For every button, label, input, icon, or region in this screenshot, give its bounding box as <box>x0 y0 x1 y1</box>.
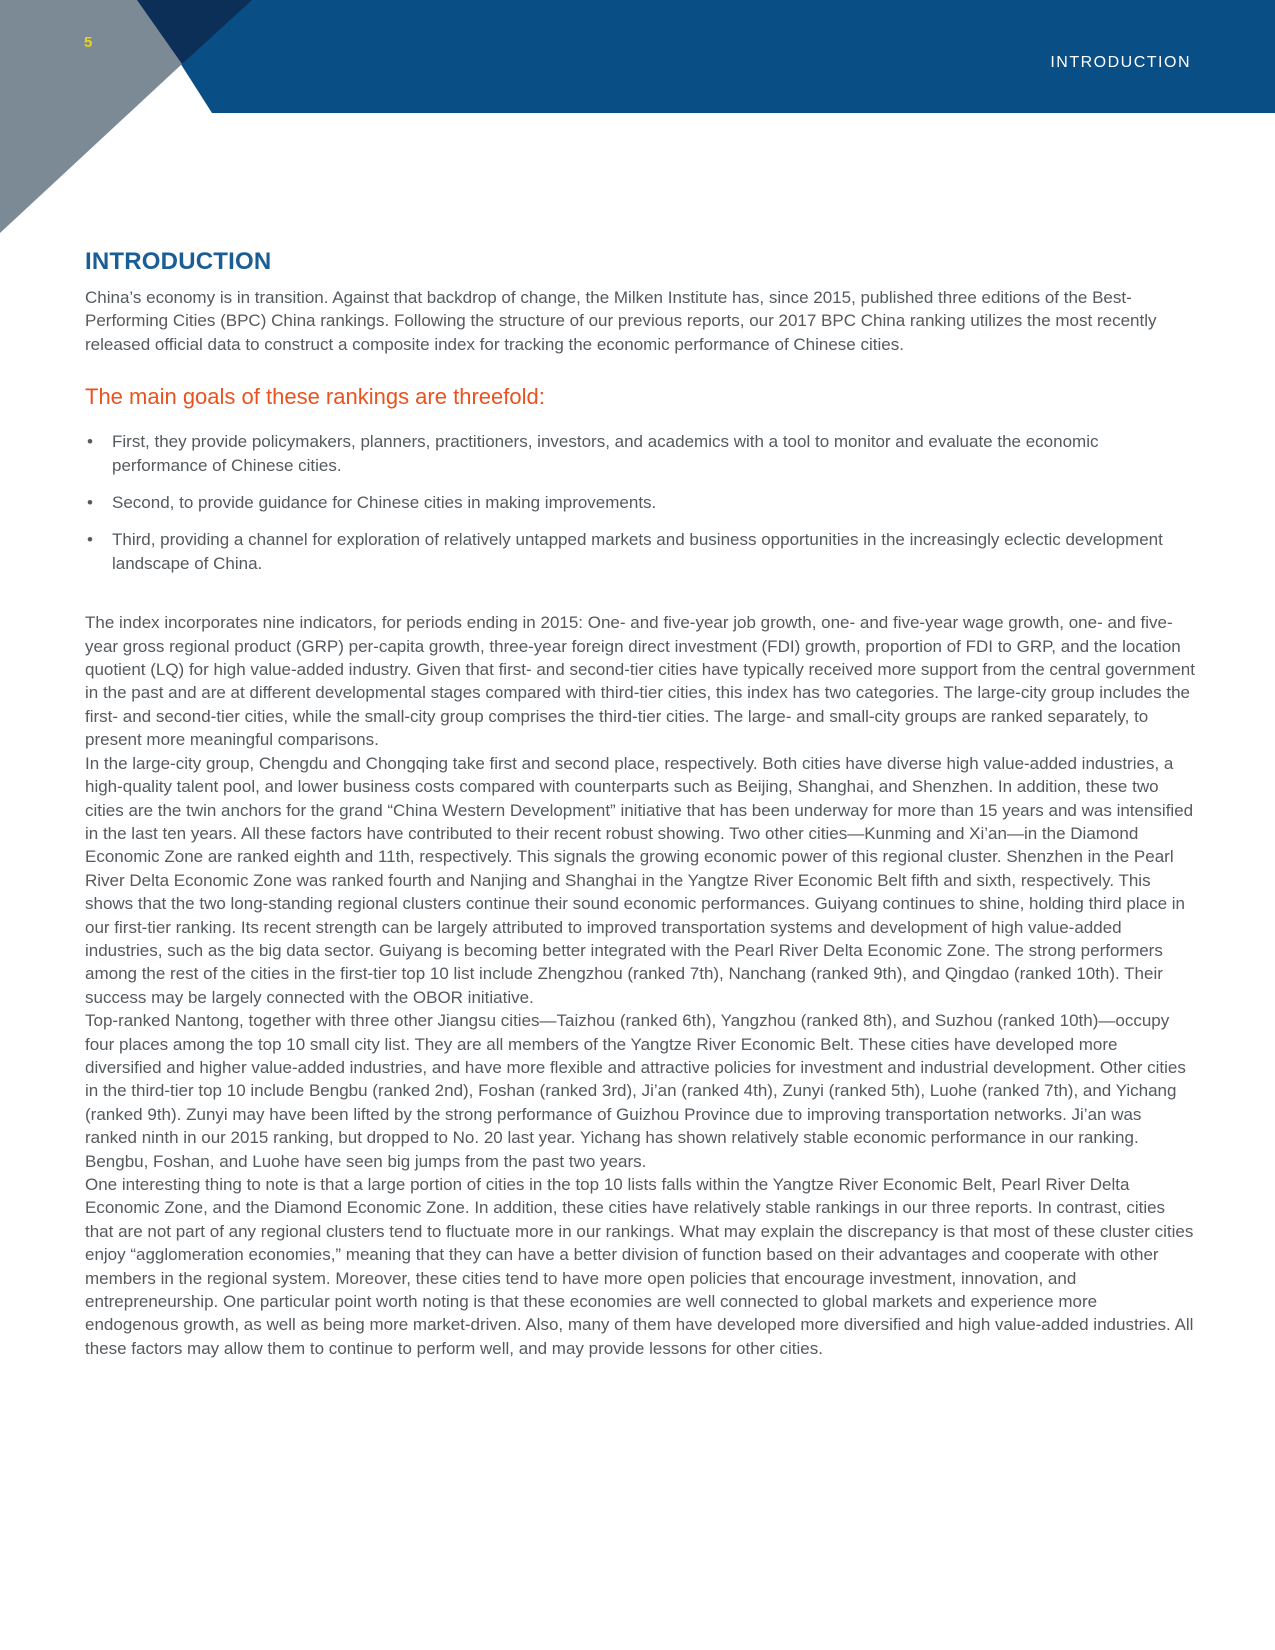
intro-paragraph: China’s economy is in transition. Against that backdrop of change, the Milken Institute has, since 2015, published three editions of the Best-Performing Cities (BPC) China rankings. Following the structure of our previous reports, our 2017 BPC China ranking utilizes the most recently released official data to construct a composite index for tracking the economic performance of Chinese cities. <box>85 288 1157 354</box>
page-number: 5 <box>84 34 93 51</box>
bullet-icon: • <box>87 493 93 513</box>
goal-text: Second, to provide guidance for Chinese cities in making improvements. <box>112 493 657 513</box>
page-title: INTRODUCTION <box>85 248 272 275</box>
header-graphic <box>0 0 1275 240</box>
bullet-icon: • <box>87 530 93 550</box>
body-paragraph-large-city: In the large-city group, Chengdu and Chongqing take first and second place, respectively. Both cities have diverse high value-added industries, a high-quality talent pool, and lower business costs compared with counterparts such as Beijing, Shanghai, and Shenzhen. In addition, these two cities are the twin anchors for the grand “China Western Development” initiative that has been underway for more than 15 years and was intensified in the last ten years. All these factors have contributed to their recent robust showing. Two other cities—Kunming and Xi’an—in the Diamond Economic Zone are ranked eighth and 11th, respectively. This signals the growing economic power of this regional cluster. Shenzhen in the Pearl River Delta Economic Zone was ranked fourth and Nanjing and Shanghai in the Yangtze River Economic Belt fifth and sixth, respectively. This shows that the two long-standing regional clusters continue their sound economic performances. Guiyang continues to shine, holding third place in our first-tier ranking. Its recent strength can be largely attributed to improved transportation systems and development of high value-added industries, such as the big data sector. Guiyang is becoming better integrated with the Pearl River Delta Economic Zone. The strong performers among the rest of the cities in the first-tier top 10 list include Zhengzhou (ranked 7th), Nanchang (ranked 9th), and Qingdao (ranked 10th). Their success may be largely connected with the OBOR initiative. <box>85 753 1194 1007</box>
body-paragraph-small-city: Top-ranked Nantong, together with three other Jiangsu cities—Taizhou (ranked 6th), Yangzhou (ranked 8th), and Suzhou (ranked 10th)—occupy four places among the top 10 small city list. They are all members of the Yangtze River Economic Belt. These cities have developed more diversified and higher value-added industries, and have more flexible and attractive policies for investment and industrial development. Other cities in the third-tier top 10 include Bengbu (ranked 2nd), Foshan (ranked 3rd), Ji’an (ranked 4th), Zunyi (ranked 5th), Luohe (ranked 7th), and Yichang (ranked 9th). Zunyi may have been lifted by the strong performance of Guizhou Province due to improving transportation networks. Ji’an was ranked ninth in our 2015 ranking, but dropped to No. 20 last year. Yichang has shown relatively stable economic performance in our ranking. Bengbu, Foshan, and Luohe have seen big jumps from the past two years. <box>85 1011 1186 1171</box>
goals-list <box>85 430 1195 575</box>
goals-heading: The main goals of these rankings are threefold: <box>85 384 545 410</box>
main-content <box>85 248 1195 1360</box>
goal-item <box>85 528 1195 575</box>
goal-item <box>85 491 1195 514</box>
body-paragraph-indicators: The index incorporates nine indicators, for periods ending in 2015: One- and five-year job growth, one- and five-year wage growth, one- and five-year gross regional product (GRP) per-capita growth, three-year foreign direct investment (FDI) growth, proportion of FDI to GRP, and the location quotient (LQ) for high value-added industry. Given that first- and second-tier cities have typically received more support from the central government in the past and are at different developmental stages compared with third-tier cities, this index has two categories. The large-city group includes the first- and second-tier cities, while the small-city group comprises the third-tier cities. The large- and small-city groups are ranked separately, to present more meaningful comparisons. <box>85 613 1195 750</box>
section-tag: INTRODUCTION <box>1050 54 1191 71</box>
goal-item <box>85 430 1195 477</box>
goal-text: First, they provide policymakers, planners, practitioners, investors, and academics with a tool to monitor and evaluate the economic performance of Chinese cities. <box>112 432 1099 475</box>
body-paragraph-clusters: One interesting thing to note is that a large portion of cities in the top 10 lists falls within the Yangtze River Economic Belt, Pearl River Delta Economic Zone, and the Diamond Economic Zone. In addition, these cities have relatively stable rankings in our three reports. In contrast, cities that are not part of any regional clusters tend to fluctuate more in our rankings. What may explain the discrepancy is that most of these cluster cities enjoy “agglomeration economies,” meaning that they can have a better division of function based on their advantages and cooperate with other members in the regional system. Moreover, these cities tend to have more open policies that encourage investment, innovation, and entrepreneurship. One particular point worth noting is that these economies are well connected to global markets and experience more endogenous growth, as well as being more market-driven. Also, many of them have developed more diversified and high value-added industries. All these factors may allow them to continue to perform well, and may provide lessons for other cities. <box>85 1175 1194 1358</box>
goal-text: Third, providing a channel for exploration of relatively untapped markets and business opportunities in the increasingly eclectic development landscape of China. <box>112 530 1163 573</box>
bullet-icon: • <box>87 432 93 452</box>
